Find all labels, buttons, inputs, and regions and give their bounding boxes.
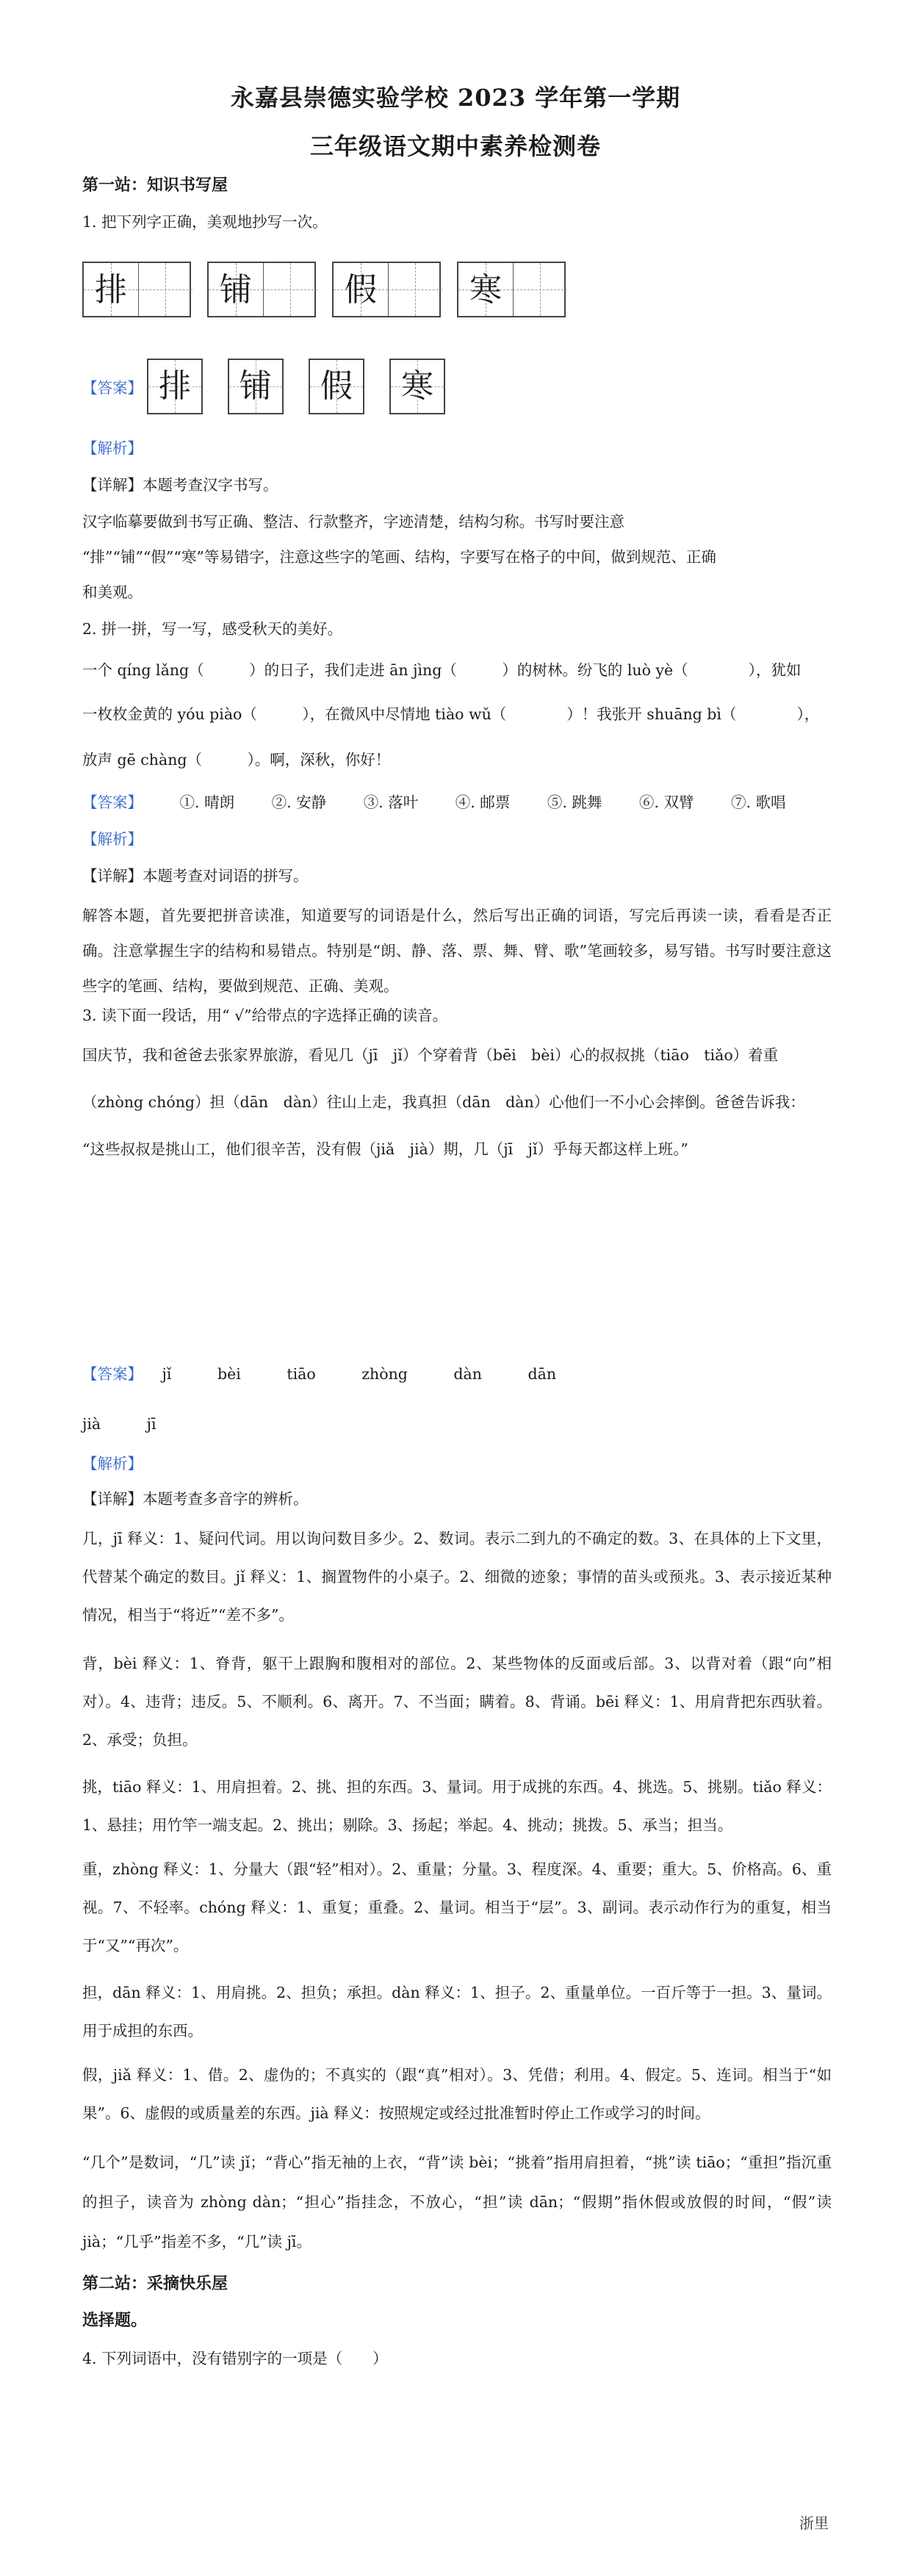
section1-heading: 第一站：知识书写屋	[82, 176, 228, 195]
answer-pinyin: dàn	[453, 1365, 482, 1383]
q2-line: 一枚枚金黄的 yóu piào（ ），在微风中尽情地 tiào wǔ（ ）！我张开 shuāng bì（ ），	[82, 705, 820, 723]
section2-subheading: 选择题。	[82, 2311, 148, 2330]
answer-char-box: 假	[309, 359, 364, 414]
section2-heading: 第二站：采摘快乐屋	[82, 2274, 228, 2293]
answer-pinyin: zhòng	[361, 1365, 408, 1383]
answer-option: ⑤. 跳舞	[547, 794, 602, 811]
q3-detail: 【详解】本题考查多音字的辨析。	[82, 1490, 309, 1508]
q3-para-ji: 几，jī 释义：1、疑问代词。用以询问数目多少。2、数词。表示二到九的不确定的数。3、在具体的上下文里，代替某个确定的数目。jǐ 释义：1、搁置物件的小桌子。2、细微的迹象；事情的苗头或预兆。3、表示接近某种情况，相当于“将近”“差不多”。	[82, 1530, 832, 1624]
q3-para-bei: 背，bèi 释义：1、脊背，躯干上跟胸和腹相对的部位。2、某些物体的反面或后部。3、以背对着（跟“向”相对）。4、违背；违反。5、不顺利。6、离开。7、不当面；瞒着。8、背诵。bēi 释义：1、用肩背把东西驮着。2、承受；负担。	[82, 1655, 832, 1749]
model-char: 铺	[220, 271, 252, 309]
q3-para-zhong: 重，zhòng 释义：1、分量大（跟“轻”相对）。2、重量；分量。3、程度深。4、重要；重大。5、价格高。6、重视。7、不轻率。chóng 释义：1、重复；重叠。2、量词。相当于“层”。3、副词。表示动作行为的重复，相当于“又”“再次”。	[82, 1860, 832, 1954]
answer-pinyin: tiāo	[287, 1365, 316, 1383]
q2-answer	[82, 791, 818, 814]
writing-box	[457, 262, 566, 317]
q1-detail: 汉字临摹要做到书写正确、整洁、行款整齐，字迹清楚，结构匀称。书写时要注意	[82, 513, 624, 530]
q3-para-dan: 担，dān 释义：1、用肩挑。2、担负；承担。dàn 释义：1、担子。2、重量单位。一百斤等于一担。3、量词。用于成担的东西。	[82, 1984, 832, 2040]
answer-option: ②. 安静	[271, 794, 327, 811]
analysis-label: 【解析】	[82, 1455, 143, 1472]
answer-option: ⑥. 双臂	[638, 794, 694, 811]
page-title: 永嘉县崇德实验学校 2023 学年第一学期	[230, 84, 681, 112]
q3-para-jia: 假，jiǎ 释义：1、借。2、虚伪的；不真实的（跟“真”相对）。3、凭借；利用。4、假定。5、连词。相当于“如果”。6、虚假的或质量差的东西。jià 释义：按照规定或经过批准暂时停止工作或学习的时间。	[82, 2066, 832, 2122]
q1-detail: “排”“铺”“假”“寒”等易错字，注意这些字的笔画、结构，字要写在格子的中间，做到规范、正确	[82, 548, 716, 566]
model-char: 假	[345, 271, 377, 309]
answer-pinyin: jī	[146, 1415, 156, 1433]
q1-writing-grid	[82, 262, 582, 317]
q1-detail: 和美观。	[82, 583, 143, 601]
q2-line: 一个 qíng lǎng（ ）的日子，我们走进 ān jìng（ ）的树林。纷飞的 luò yè（ ），犹如	[82, 661, 802, 679]
answer-pinyin: bèi	[217, 1365, 241, 1383]
model-char: 排	[95, 271, 127, 309]
answer-label: 【答案】	[82, 379, 143, 397]
footer-mark: 浙里	[799, 2514, 829, 2532]
q2-detail-body: 解答本题，首先要把拼音读准，知道要写的词语是什么，然后写出正确的词语，写完后再读一读，看看是否正确。注意掌握生字的结构和易错点。特别是“朗、静、落、票、舞、臂、歌”笔画较多，易写错。书写时要注意这些字的笔画、结构，要做到规范、正确、美观。	[82, 907, 832, 995]
analysis-label: 【解析】	[82, 830, 143, 848]
answer-label: 【答案】	[82, 1365, 143, 1383]
q3-line: 国庆节，我和爸爸去张家界旅游，看见几（jī jǐ）个穿着背（bēi bèi）心的叔叔挑（tiāo tiǎo）着重	[82, 1046, 779, 1064]
q3-line: “这些叔叔是挑山工，他们很辛苦，没有假（jiǎ jià）期，几（jī jǐ）乎每天都这样上班。”	[82, 1140, 688, 1158]
answer-option: ③. 落叶	[363, 794, 419, 811]
q3-answer	[82, 1362, 597, 1386]
answer-pinyin: jià	[82, 1415, 101, 1433]
q3-para-tiao: 挑，tiāo 释义：1、用肩担着。2、挑、担的东西。3、量词。用于成挑的东西。4、挑选。5、挑剔。tiǎo 释义：1、悬挂；用竹竿一端支起。2、挑出；剔除。3、扬起；举起。4、挑动；挑拨。5、承当；担当。	[82, 1778, 832, 1834]
answer-char-box: 铺	[228, 359, 284, 414]
answer-option: ④. 邮票	[455, 794, 511, 811]
q2-line: 放声 gē chàng（ ）。啊，深秋，你好！	[82, 751, 391, 769]
q3-prompt: 3. 读下面一段话，用“ √”给带点的字选择正确的读音。	[82, 1007, 448, 1024]
answer-char-box: 排	[147, 359, 203, 414]
answer-option: ①. 晴朗	[179, 794, 235, 811]
q3-line: （zhòng chóng）担（dān dàn）往山上走，我真担（dān dàn）心他们一不小心会摔倒。爸爸告诉我：	[82, 1093, 805, 1111]
answer-pinyin: dān	[527, 1365, 557, 1383]
answer-char-box: 寒	[389, 359, 445, 414]
writing-box	[82, 262, 191, 317]
q2-prompt: 2. 拼一拼，写一写，感受秋天的美好。	[82, 620, 343, 638]
q3-summary: “几个”是数词，“几”读 jǐ；“背心”指无袖的上衣，“背”读 bèi；“挑着”指用肩担着，“挑”读 tiāo；“重担”指沉重的担子，读音为 zhòng dàn；“担心”指挂念，不放心，“担”读 dān；“假期”指休假或放假的时间，“假”读 jià；“几乎”指差不多，“几”读 jī。	[82, 2154, 832, 2251]
model-char: 寒	[469, 271, 502, 309]
q4-prompt: 4. 下列词语中，没有错别字的一项是（ ）	[82, 2350, 388, 2367]
page-subtitle: 三年级语文期中素养检测卷	[309, 132, 601, 160]
analysis-label: 【解析】	[82, 439, 143, 457]
writing-box	[207, 262, 316, 317]
q1-prompt: 1. 把下列字正确，美观地抄写一次。	[82, 213, 328, 231]
answer-option: ⑦. 歌唱	[731, 794, 786, 811]
answer-label: 【答案】	[82, 794, 143, 811]
q1-answer	[82, 359, 470, 414]
q2-detail: 【详解】本题考查对词语的拼写。	[82, 867, 309, 885]
writing-box	[332, 262, 441, 317]
answer-pinyin: jǐ	[162, 1365, 172, 1383]
q1-detail: 【详解】本题考查汉字书写。	[82, 476, 278, 494]
q3-answer-row2	[82, 1412, 198, 1436]
